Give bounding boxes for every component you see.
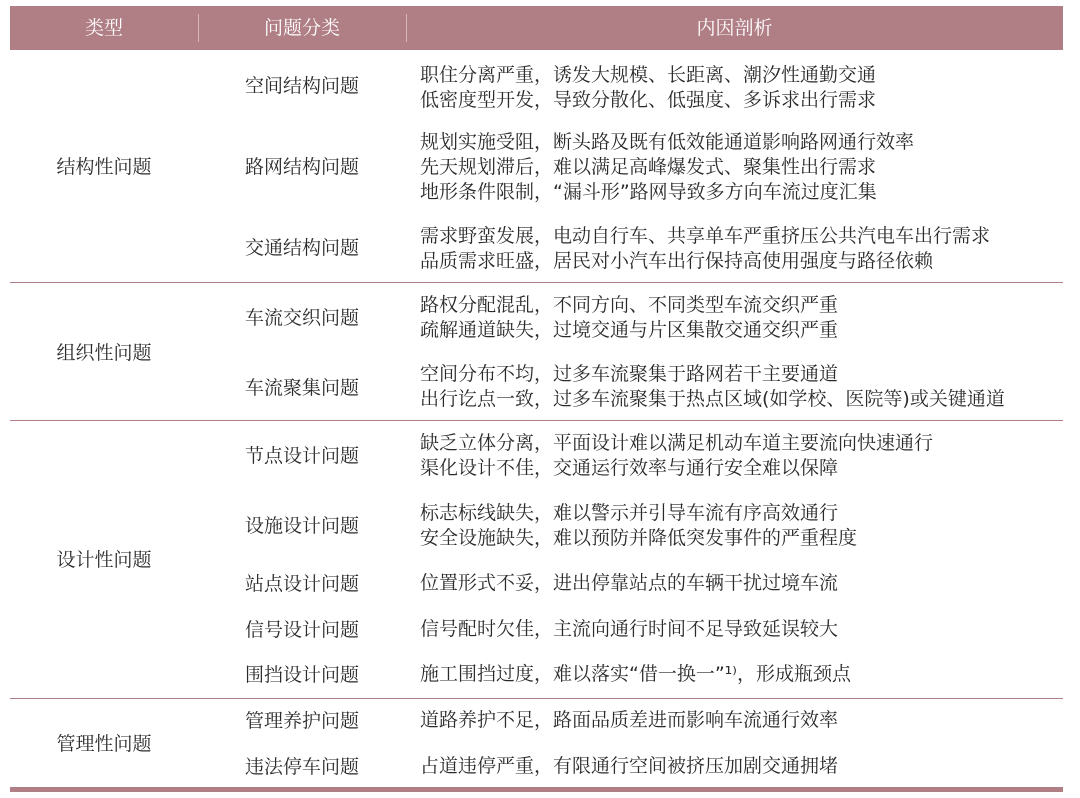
analysis-line: 出行讫点一致，过多车流聚集于热点区域(如学校、医院等)或关键通道 xyxy=(420,388,1005,410)
analysis-cell xyxy=(420,362,1060,412)
problem-cell: 站点设计问题 xyxy=(244,573,359,595)
analysis-cell xyxy=(420,708,1060,733)
problem-cell: 空间结构问题 xyxy=(244,75,359,97)
analysis-line: 空间分布不均，过多车流聚集于路网若干主要通道 xyxy=(420,363,839,385)
analysis-line: 施工围挡过度，难以落实“借一换一”¹⁾，形成瓶颈点 xyxy=(420,663,851,685)
analysis-line: 需求野蛮发展，电动自行车、共享单车严重挤压公共汽电车出行需求 xyxy=(420,225,991,247)
analysis-line: 位置形式不妥，进出停靠站点的车辆干扰过境车流 xyxy=(420,572,839,594)
group-divider xyxy=(10,282,1063,283)
table-bottom-rule xyxy=(10,787,1063,792)
analysis-cell xyxy=(420,63,1060,113)
analysis-line: 占道违停严重，有限通行空间被挤压加剧交通拥堵 xyxy=(420,755,839,777)
problem-cell: 车流聚集问题 xyxy=(244,377,359,399)
analysis-line: 缺乏立体分离，平面设计难以满足机动车道主要流向快速通行 xyxy=(420,432,934,454)
problem-cell: 车流交织问题 xyxy=(244,307,359,329)
analysis-line: 品质需求旺盛，居民对小汽车出行保持高使用强度与路径依赖 xyxy=(420,250,934,272)
type-cell: 设计性问题 xyxy=(56,549,152,571)
problem-table xyxy=(10,6,1063,793)
analysis-line: 低密度型开发，导致分散化、低强度、多诉求出行需求 xyxy=(420,89,877,111)
analysis-cell xyxy=(420,431,1060,481)
group-divider xyxy=(10,420,1063,421)
analysis-line: 道路养护不足，路面品质差进而影响车流通行效率 xyxy=(420,709,839,731)
analysis-cell xyxy=(420,293,1060,343)
type-cell: 管理性问题 xyxy=(56,733,152,755)
problem-cell: 节点设计问题 xyxy=(244,445,359,467)
analysis-line: 标志标线缺失，难以警示并引导车流有序高效通行 xyxy=(420,502,839,524)
problem-cell: 信号设计问题 xyxy=(244,619,359,641)
analysis-line: 地形条件限制，“漏斗形”路网导致多方向车流过度汇集 xyxy=(420,181,877,203)
analysis-line: 安全设施缺失，难以预防并降低突发事件的严重程度 xyxy=(420,527,858,549)
problem-cell: 路网结构问题 xyxy=(244,156,359,178)
analysis-cell xyxy=(420,754,1060,779)
problem-cell: 管理养护问题 xyxy=(244,710,359,732)
analysis-cell xyxy=(420,130,1060,205)
analysis-line: 职住分离严重，诱发大规模、长距离、潮汐性通勤交通 xyxy=(420,64,877,86)
problem-cell: 围挡设计问题 xyxy=(244,664,359,686)
header-problem: 问题分类 xyxy=(263,17,340,39)
analysis-line: 规划实施受阻，断头路及既有低效能通道影响路网通行效率 xyxy=(420,131,915,153)
analysis-line: 疏解通道缺失，过境交通与片区集散交通交织严重 xyxy=(420,319,839,341)
analysis-line: 信号配时欠佳，主流向通行时间不足导致延误较大 xyxy=(420,618,839,640)
analysis-line: 渠化设计不佳，交通运行效率与通行安全难以保障 xyxy=(420,457,839,479)
type-cell: 结构性问题 xyxy=(56,156,152,178)
type-cell: 组织性问题 xyxy=(56,342,152,364)
group-divider xyxy=(10,698,1063,699)
problem-cell: 违法停车问题 xyxy=(244,756,359,778)
analysis-cell xyxy=(420,571,1060,596)
analysis-cell xyxy=(420,662,1060,687)
table-header xyxy=(10,6,1063,50)
analysis-cell xyxy=(420,617,1060,642)
analysis-cell xyxy=(420,224,1060,274)
header-analysis: 内因剖析 xyxy=(696,17,773,39)
header-type: 类型 xyxy=(84,17,123,39)
analysis-cell xyxy=(420,501,1060,551)
analysis-line: 路权分配混乱，不同方向、不同类型车流交织严重 xyxy=(420,294,839,316)
problem-cell: 设施设计问题 xyxy=(244,515,359,537)
analysis-line: 先天规划滞后，难以满足高峰爆发式、聚集性出行需求 xyxy=(420,156,877,178)
problem-cell: 交通结构问题 xyxy=(244,237,359,259)
